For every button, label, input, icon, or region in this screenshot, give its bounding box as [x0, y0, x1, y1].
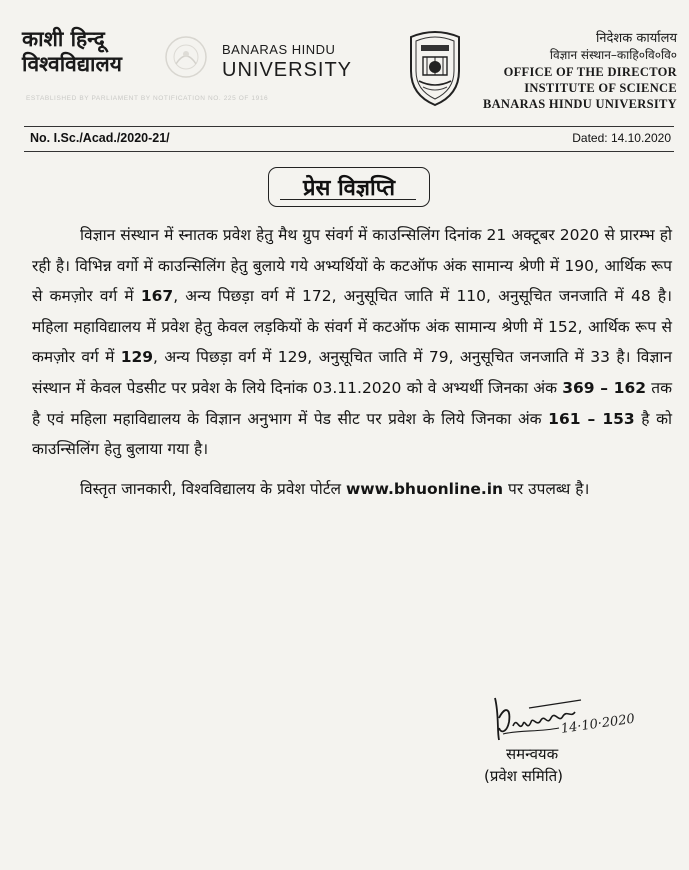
university-english-name-line1: BANARAS HINDU: [222, 42, 336, 57]
office-hindi-line2: विज्ञान संस्थान–काहि०वि०वि०: [549, 48, 677, 62]
university-hindi-name-line2: विश्वविद्यालय: [22, 51, 122, 76]
body-paragraph-2: [32, 474, 672, 505]
office-english-line1: OFFICE OF THE DIRECTOR: [503, 65, 677, 79]
body-p1-bold-a: 167: [140, 287, 174, 306]
portal-link[interactable]: www.bhuonline.in: [345, 479, 504, 498]
body-p2-text-c: पर उपलब्ध है।: [503, 479, 590, 498]
title-underline: [280, 199, 416, 200]
university-english-name: [222, 42, 352, 82]
office-english-line3: BANARAS HINDU UNIVERSITY: [482, 97, 677, 111]
body-p1-text-a: विज्ञान संस्थान में स्नातक प्रवेश हेतु मैथ ग्रुप संवर्ग में काउन्सिलिंग दिनांक 21 अक्टूबर 2020 से प्रारम्भ हो रही है। विभिन्न वर्गो में काउन्सिलिंग हेतु बुलाये गये अभ्यर्थियों के कटऑफ अंक सामान्य श्रेणी में 190, आर्थिक रूप से कमज़ोर वर्ग में: [32, 226, 672, 306]
signatory-designation: समन्वयक: [506, 745, 559, 763]
title-box: [268, 167, 430, 207]
office-address: [483, 30, 677, 112]
university-hindi-name-line1: काशी हिन्दू: [22, 26, 105, 51]
body-p1-text-e: , अन्य पिछड़ा वर्ग में 129, अनुसूचित जाति में 79, अनुसूचित जनजाति में 33 है। विज्ञान संस्थान में केवल पेडसीट पर प्रवेश के लिये दिनांक 03.11.2020 को वे अभ्यर्थी जिनका अंक: [32, 348, 672, 397]
body-p1-bold-d: 129: [120, 348, 154, 367]
university-hindi-name: [22, 26, 172, 76]
faint-emblem-icon: [163, 34, 209, 80]
office-english-line2: INSTITUTE OF SCIENCE: [524, 81, 677, 95]
university-english-name-line2: UNIVERSITY: [222, 59, 353, 81]
body-p1-text-g: तक है एवं महिला महाविद्यालय के विज्ञान अनुभाग में पेड सीट पर प्रवेश के लिये जिनका अंक: [32, 378, 672, 428]
body-text: [32, 220, 672, 504]
established-note: ESTABLISHED BY PARLIAMENT BY NOTIFICATION NO. 225 OF 1916: [26, 95, 269, 102]
reference-date: Dated: 14.10.2020: [572, 131, 671, 145]
body-p1-text-c: , अन्य पिछड़ा वर्ग में 172, अनुसूचित जाति में 110, अनुसूचित जनजाति में 48 है। महिला महाविद्यालय में प्रवेश हेतु केवल लड़कियों के संवर्ग में कटऑफ अंक सामान्य श्रेणी में 152, आर्थिक रूप से कमज़ोर वर्ग में: [32, 287, 673, 367]
signature-date: 14·10·2020: [560, 711, 636, 737]
body-p1-text-i: है को काउन्सिलिंग हेतु बुलाया गया है।: [32, 409, 672, 459]
office-hindi-line1: निदेशक कार्यालय: [595, 31, 677, 46]
body-p1-bold-f: 369 – 162: [562, 378, 647, 397]
signatory-committee: (प्रवेश समिति): [484, 767, 563, 785]
body-paragraph-1: [32, 220, 672, 465]
reference-number: No. I.Sc./Acad./2020-21/: [30, 131, 170, 145]
page-title: प्रेस विज्ञप्ति: [302, 176, 396, 201]
body-p2-text-a: विस्तृत जानकारी, विश्वविद्यालय के प्रवेश पोर्टल: [80, 479, 346, 498]
body-p1-bold-h: 161 – 153: [548, 409, 635, 428]
university-seal-icon: [403, 27, 467, 107]
